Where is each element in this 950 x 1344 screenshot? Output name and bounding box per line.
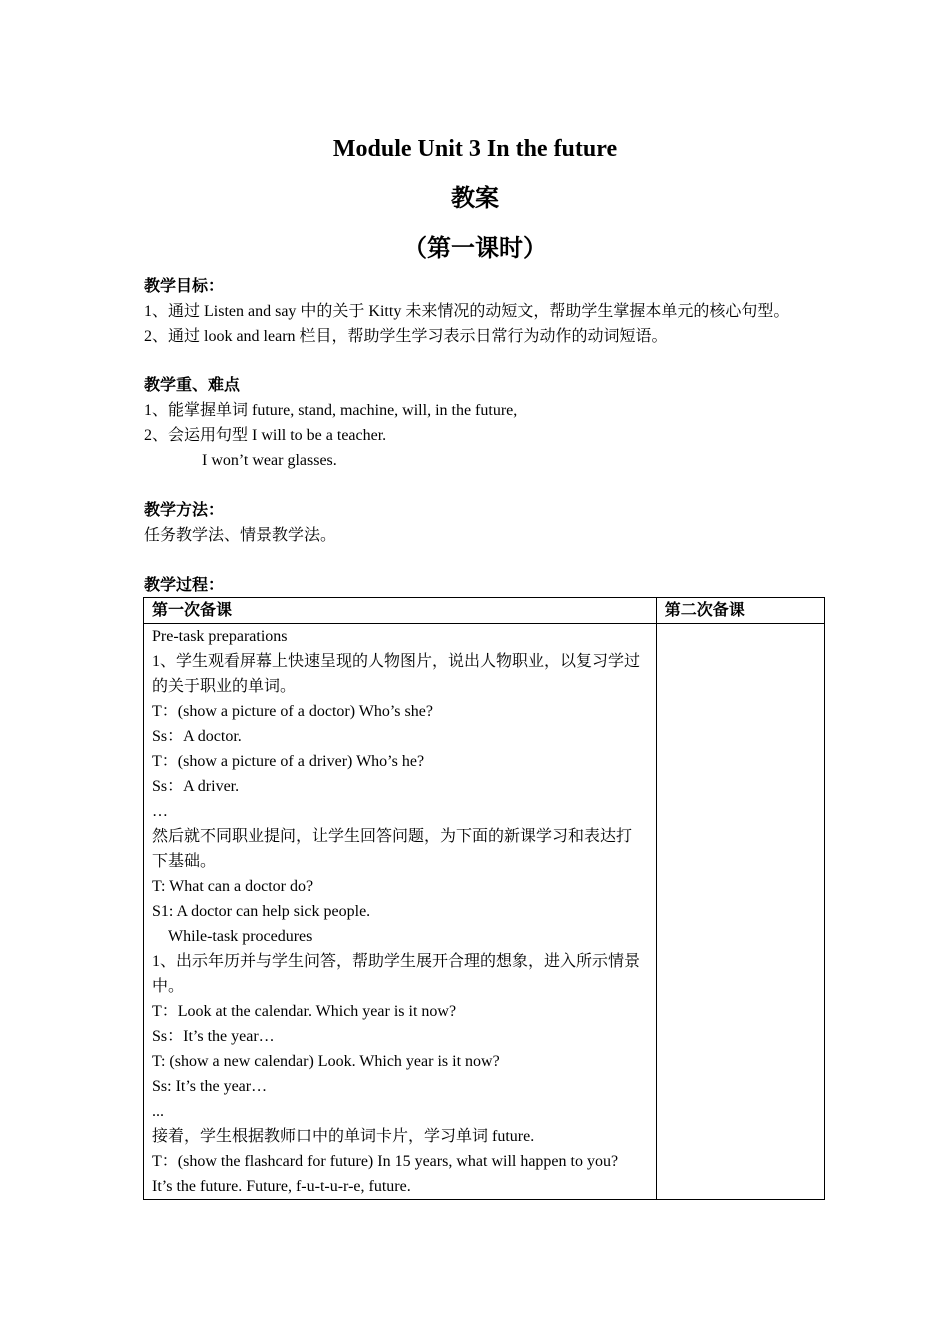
document-subtitle: 教案 — [451, 186, 499, 212]
objective-item: 2、通过 look and learn 栏目，帮助学生学习表示日常行为动作的动词短语。 — [144, 328, 668, 345]
process-line: ... — [152, 1103, 164, 1120]
methods-text: 任务教学法、情景教学法。 — [144, 527, 337, 544]
process-line: S1: A doctor can help sick people. — [152, 903, 371, 920]
process-line: Ss: It’s the year… — [152, 1078, 268, 1095]
process-line: T: What can a doctor do? — [152, 878, 314, 895]
process-line: It’s the future. Future, f-u-t-u-r-e, future. — [152, 1178, 411, 1195]
process-line: T: (show a new calendar) Look. Which year is it now? — [152, 1053, 500, 1070]
process-line: Ss：A driver. — [152, 778, 240, 795]
methods-section — [144, 498, 824, 548]
key-point-item: I won’t wear glasses. — [202, 452, 337, 469]
process-table — [143, 597, 825, 1200]
process-line: T：(show a picture of a doctor) Who’s she? — [152, 703, 433, 720]
process-line: T：(show the flashcard for future) In 15 years, what will happen to you? — [152, 1153, 619, 1170]
process-line: 1、学生观看屏幕上快速呈现的人物图片，说出人物职业，以复习学过的关于职业的单词。 — [152, 653, 641, 695]
objectives-heading: 教学目标： — [144, 278, 225, 295]
process-line: 然后就不同职业提问，让学生回答问题，为下面的新课学习和表达打下基础。 — [152, 828, 633, 870]
process-line: … — [152, 803, 168, 820]
process-line: T：Look at the calendar. Which year is it now? — [152, 1003, 457, 1020]
second-prep-header: 第二次备课 — [656, 598, 824, 624]
objectives-section — [144, 274, 824, 349]
table-row — [144, 624, 825, 1200]
process-line: T：(show a picture of a driver) Who’s he? — [152, 753, 425, 770]
objective-item: 1、通过 Listen and say 中的关于 Kitty 未来情况的动短文，帮助学生掌握本单元的核心句型。 — [144, 303, 790, 320]
process-line: 接着，学生根据教师口中的单词卡片，学习单词 future. — [152, 1128, 535, 1145]
lesson-label: （第一课时） — [403, 236, 547, 262]
process-line: Pre-task preparations — [152, 628, 288, 645]
first-prep-header: 第一次备课 — [144, 598, 657, 624]
document-title: Module Unit 3 In the future — [332, 136, 618, 162]
key-point-item: 2、会运用句型 I will to be a teacher. — [144, 427, 387, 444]
process-line: Ss：It’s the year… — [152, 1028, 275, 1045]
first-prep-cell — [144, 624, 657, 1200]
key-points-section — [144, 373, 824, 473]
second-prep-cell — [656, 624, 824, 1200]
key-points-heading: 教学重、难点 — [144, 377, 241, 394]
table-header-row — [144, 598, 825, 624]
key-point-item: 1、能掌握单词 future, stand, machine, will, in the future, — [144, 402, 518, 419]
process-heading: 教学过程： — [144, 577, 225, 594]
process-section — [144, 573, 824, 598]
process-line: While-task procedures — [168, 928, 313, 945]
process-line: 1、出示年历并与学生问答，帮助学生展开合理的想象，进入所示情景中。 — [152, 953, 641, 995]
methods-heading: 教学方法： — [144, 502, 225, 519]
process-line: Ss：A doctor. — [152, 728, 242, 745]
